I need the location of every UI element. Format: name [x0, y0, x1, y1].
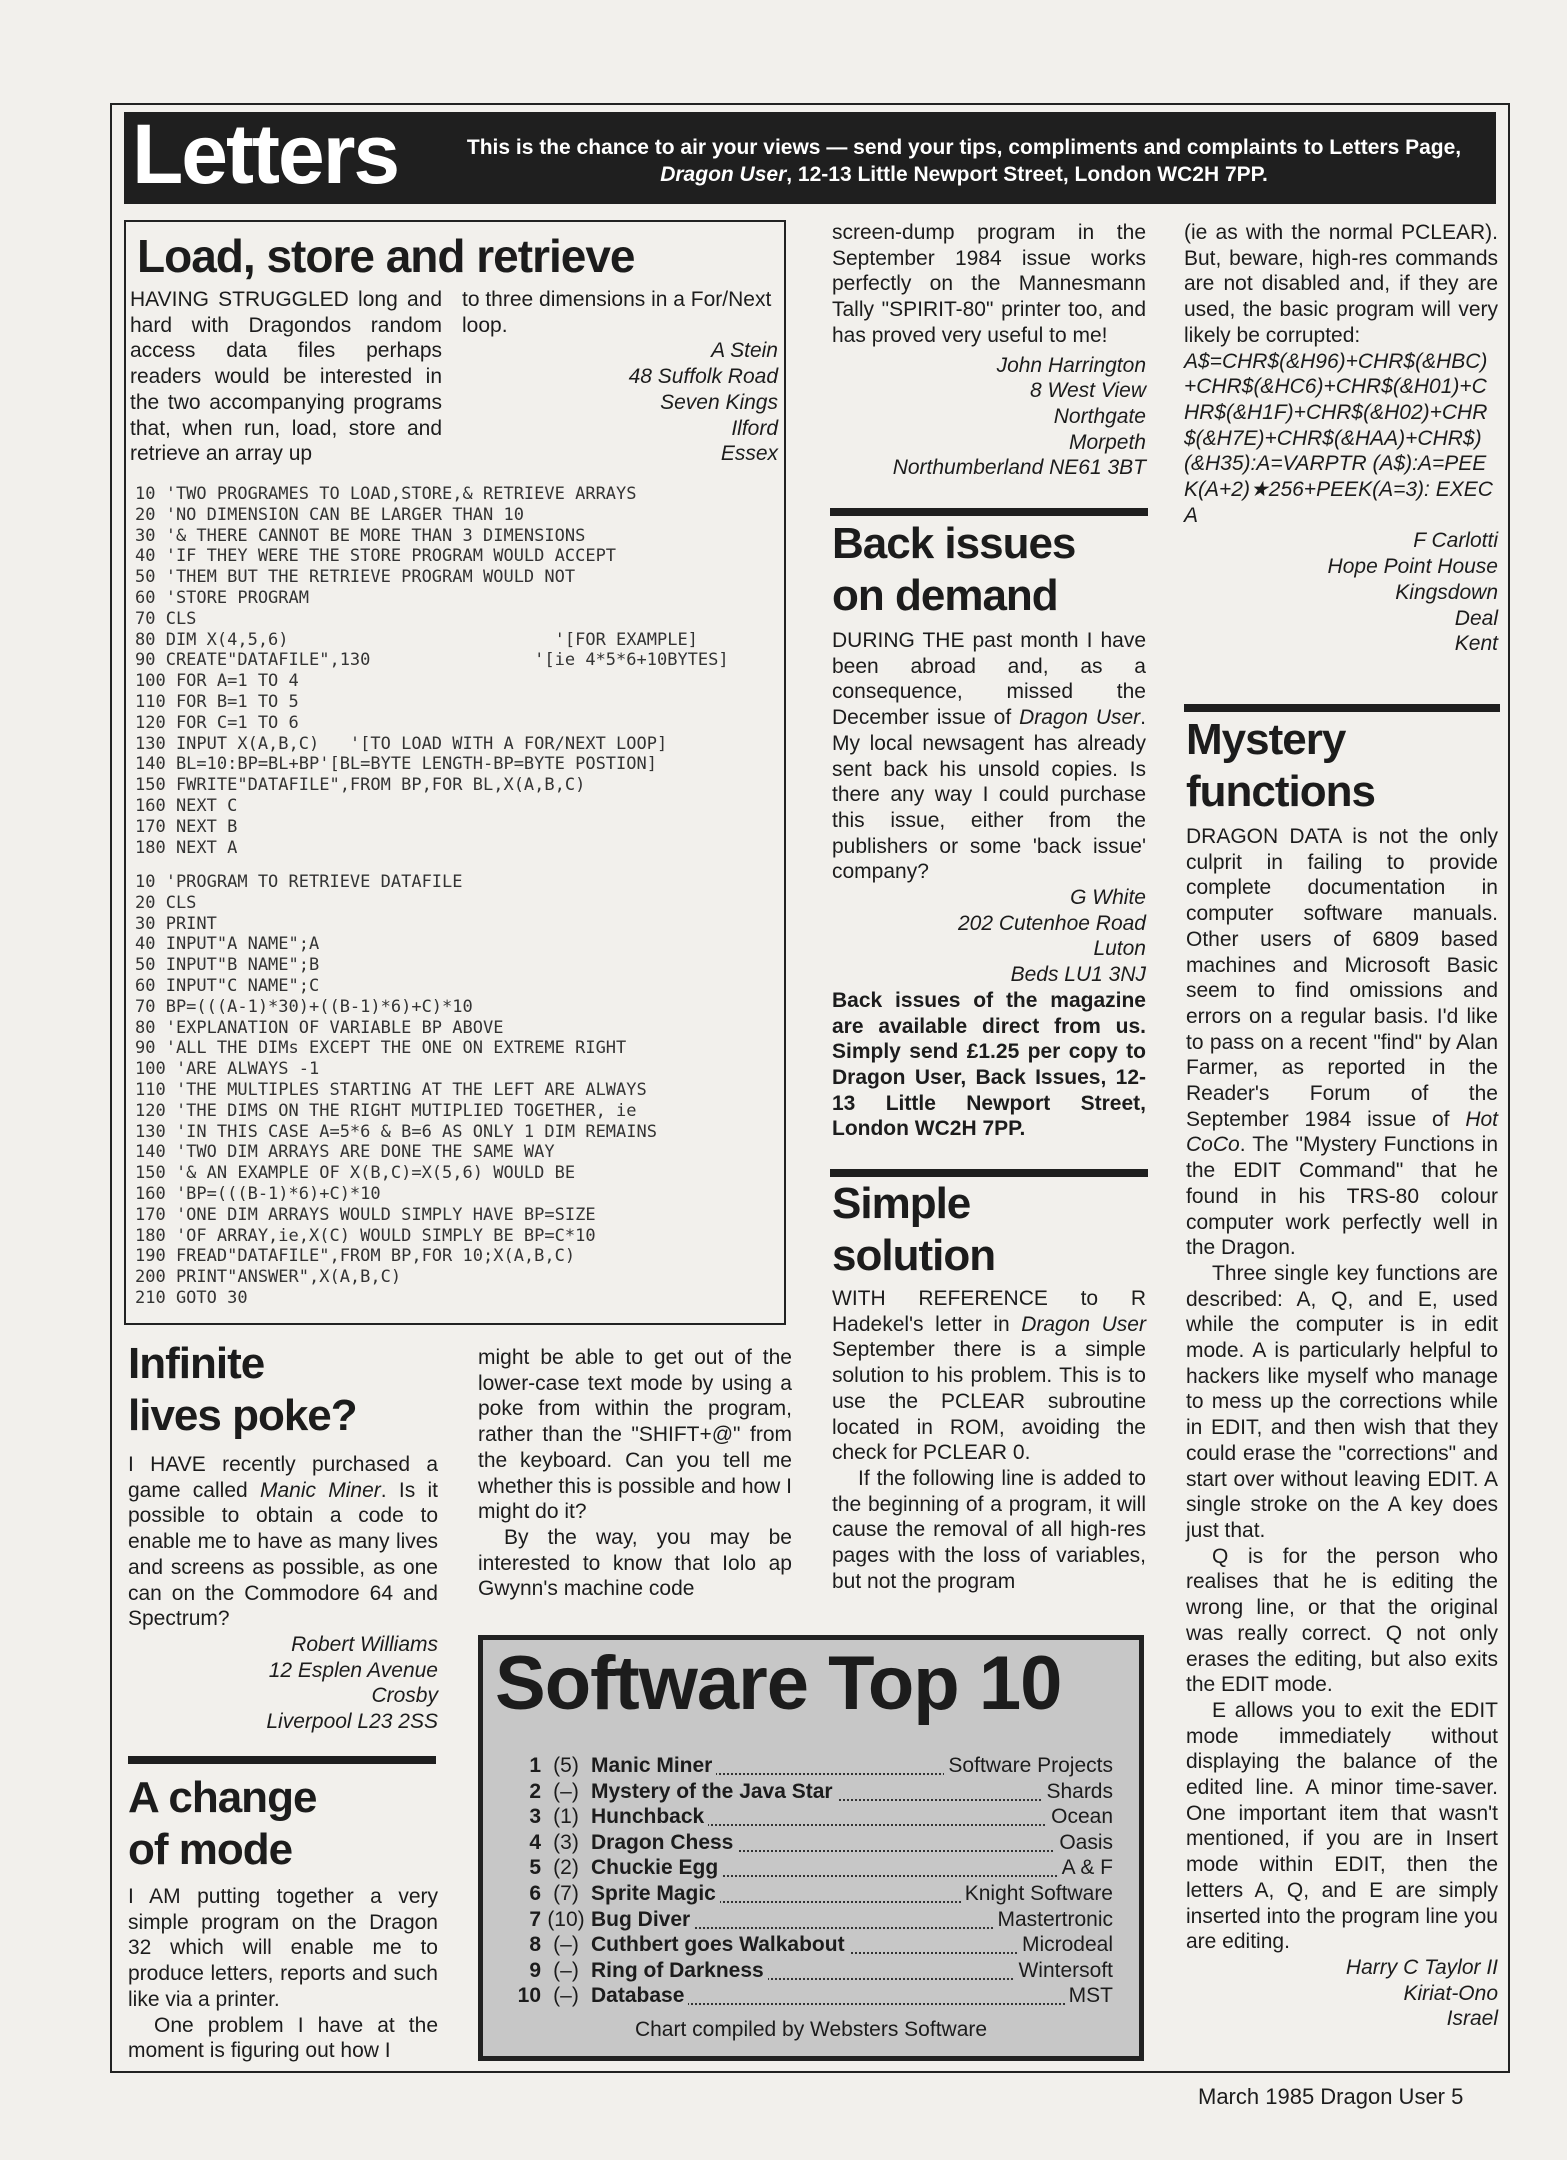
load-store-signature: A Stein 48 Suffolk Road Seven Kings Ilford Essex	[628, 339, 778, 466]
previous-rank: (–)	[553, 1933, 579, 1957]
infinite-signature: Robert Williams 12 Esplen Avenue Crosby Liverpool L23 2SS	[266, 1632, 438, 1734]
game-title: Dragon Chess	[591, 1830, 737, 1856]
publisher: Wintersoft	[1014, 1958, 1113, 1984]
taylor-signature: Harry C Taylor II Kiriat-Ono Israel	[1345, 1955, 1498, 2031]
page-title: Letters	[132, 107, 399, 201]
game-title: Chuckie Egg	[591, 1855, 722, 1881]
top10-title: Software Top 10	[495, 1641, 1062, 1726]
top10-row	[513, 1804, 1113, 1830]
load-store-body-right: to three dimensions in a For/Next loop. A Stein 48 Suffolk Road Seven Kings Ilford Essex	[462, 288, 778, 466]
publisher: A & F	[1058, 1855, 1113, 1881]
game-title: Ring of Darkness	[591, 1958, 768, 1984]
divider-rule	[1184, 704, 1500, 712]
divider-rule	[830, 508, 1148, 516]
top10-row	[513, 1932, 1113, 1958]
top10-row	[513, 1907, 1113, 1933]
publisher: Microdeal	[1018, 1932, 1113, 1958]
previous-rank: (–)	[553, 1984, 579, 2008]
previous-rank: (7)	[553, 1882, 579, 1905]
change-mode-letter-cont: might be able to get out of the lower-case text mode by using a poke from within the program, rather than the "SHIFT+@" from the keyboard. Can you tell me whether this is possible and how I might do it? By the way, you may be interested to know that Iolo ap Gwynn's machine code	[478, 1346, 793, 1601]
top10-row	[513, 1958, 1113, 1984]
top10-row	[513, 1881, 1113, 1907]
previous-rank: (5)	[553, 1754, 579, 1777]
publisher: MST	[1065, 1983, 1113, 2009]
top10-row	[513, 1753, 1113, 1779]
game-title: Bug Diver	[591, 1907, 694, 1933]
rank: 10	[517, 1984, 541, 2008]
previous-rank: (–)	[553, 1779, 579, 1803]
page-footer: March 1985 Dragon User 5	[1198, 2084, 1464, 2109]
top10-credit: Chart compiled by Websters Software	[634, 2018, 988, 2041]
change-mode-letter: A change of mode I AM putting together a very simple program on the Dragon 32 which will enable me to produce letters, reports and such like via a printer. One problem I have at the moment is figuring out how I	[128, 1773, 438, 2063]
publisher: Oasis	[1055, 1830, 1113, 1856]
rank: 1	[529, 1754, 541, 1777]
rank: 8	[529, 1933, 541, 1957]
editor-reply: Back issues of the magazine are available direct from us. Simply send £1.25 per copy to Dragon User, Back Issues, 12-13 Little Newport Street, London WC2H 7PP.	[832, 988, 1146, 1141]
rank: 7	[529, 1907, 541, 1931]
game-title: Sprite Magic	[591, 1881, 720, 1907]
game-title: Manic Miner	[591, 1753, 716, 1779]
rank: 6	[529, 1882, 541, 1905]
mystery-functions-letter: Mystery functions DRAGON DATA is not the only culprit in failing to provide complete documentation in computer software manuals. Other users of 6809 based machines and Microsoft Basic seem to find omissions and errors on a regular basis. I'd like to pass on a recent "find" by Alan Farmer, as reported in the Reader's Forum of the September 1984 issue of Hot CoCo. The "Mystery Functions in the EDIT Command" that he found in his TRS-80 colour computer work perfectly well in the Dragon. Three single key functions are described: A, Q, and E, used while the computer is in edit mode. A is particularly helpful to hackers like myself who manage to mess up the corrections while in EDIT, and then wish that they could erase the "corrections" and start over without leaving EDIT. A single stroke on the A key does just that. Q is for the person who realises that he is editing the wrong line, or that the original was really correct. Q not only erases the editing, but also exits the EDIT mode. E allows you to exit the EDIT mode immediately without displaying the balance of the edited line. A minor time-saver. One important item that wasn't mentioned, if you are in Insert mode within EDIT, then the letters A, Q, and E are simply inserted into the program line you are editing. Harry C Taylor II Kiriat-Ono Israel	[1186, 715, 1499, 2031]
load-store-body-left: HAVING STRUGGLED long and hard with Dragondos random access data files perhaps readers would be interested in the two accompanying programs that, when run, load, store and retrieve an array up	[130, 288, 442, 466]
pclear-code: A$=CHR$(&H96)+CHR$(&HBC)+CHR$(&HC6)+CHR$(&H01)+CHR$(&H1F)+CHR$(&H02)+CHR$(&H7E)+CHR$(&HAA)+CHR$) (&H35):A=VARPTR (A$):A=PEEK(A+2)★256+PEEK(A=3): EXEC A	[1184, 349, 1493, 527]
divider-rule	[128, 1756, 436, 1764]
rank: 5	[529, 1856, 541, 1880]
rank: 4	[529, 1830, 541, 1854]
top10-row	[513, 1983, 1113, 2009]
previous-rank: (–)	[553, 1958, 579, 1982]
simple-solution-letter: Simple solution WITH REFERENCE to R Hadekel's letter in Dragon User September there is a simple solution to his problem. This is to use the PCLEAR subroutine located in ROM, avoiding the check for PCLEAR 0. If the following line is added to the beginning of a program, it will cause the removal of all high-res pages with the loss of variables, but not the program	[832, 1179, 1146, 1593]
retrieve-program-listing: 10 'PROGRAM TO RETRIEVE DATAFILE 20 CLS 30 PRINT 40 INPUT"A NAME";A 50 INPUT"B NAME";B 60 INPUT"C NAME";C 70 BP=(((A-1)*30)+((B-1)*6)+C)*10 80 'EXPLANATION OF VARIABLE BP ABOVE 90 'ALL THE DIMs EXCEPT THE ONE ON EXTREME RIGHT 100 'ARE ALWAYS -1 110 'THE MULTIPLES STARTING AT THE LEFT ARE ALWAYS 120 'THE DIMS ON THE RIGHT MUTIPLIED TOGETHER, ie 130 'IN THIS CASE A=5*6 & B=6 AS ONLY 1 DIM REMAINS 140 'TWO DIM ARRAYS ARE DONE THE SAME WAY 150 '& AN EXAMPLE OF X(B,C)=X(5,6) WOULD BE 160 'BP=(((B-1)*6)+C)*10 170 'ONE DIM ARRAYS WOULD SIMPLY HAVE BP=SIZE 180 'OF ARRAY,ie,X(C) WOULD SIMPLY BE BP=C*10 190 FREAD"DATAFILE",FROM BP,FOR 10;X(A,B,C) 200 PRINT"ANSWER",X(A,B,C) 210 GOTO 30	[135, 872, 657, 1308]
software-top10-box	[478, 1635, 1144, 2061]
previous-rank: (2)	[553, 1856, 579, 1880]
previous-rank: (3)	[553, 1830, 579, 1854]
divider-rule	[830, 1169, 1148, 1177]
game-title: Mystery of the Java Star	[591, 1779, 837, 1805]
store-program-listing: 10 'TWO PROGRAMES TO LOAD,STORE,& RETRIEVE ARRAYS 20 'NO DIMENSION CAN BE LARGER THAN 10 30 '& THERE CANNOT BE MORE THAN 3 DIMENSIONS 40 'IF THEY WERE THE STORE PROGRAM WOULD ACCEPT 50 'THEM BUT THE RETRIEVE PROGRAM WOULD NOT 60 'STORE PROGRAM 70 CLS 80 DIM X(4,5,6) '[FOR EXAMPLE] 90 CREATE"DATAFILE",130 '[ie 4*5*6+10BYTES] 100 FOR A=1 TO 4 110 FOR B=1 TO 5 120 FOR C=1 TO 6 130 INPUT X(A,B,C) '[TO LOAD WITH A FOR/NEXT LOOP] 140 BL=10:BP=BL+BP'[BL=BYTE LENGTH-BP=BYTE POSTION] 150 FWRITE"DATAFILE",FROM BP,FOR BL,X(A,B,C) 160 NEXT C 170 NEXT B 180 NEXT A	[135, 484, 729, 858]
top10-row	[513, 1855, 1113, 1881]
white-signature: G White 202 Cutenhoe Road Luton Beds LU1 3NJ	[958, 886, 1146, 987]
banner-intro: This is the chance to air your views — send your tips, compliments and complaints to Letters Page, Dragon User, 12-13 Little Newport Street, London WC2H 7PP.	[466, 136, 1462, 186]
top10-row	[513, 1779, 1113, 1805]
previous-rank: (1)	[553, 1805, 579, 1829]
game-title: Database	[591, 1983, 688, 2009]
rank: 2	[529, 1779, 541, 1803]
rank: 9	[529, 1958, 541, 1982]
col3-top-letter: screen-dump program in the September 1984 issue works perfectly on the Mannesmann Tally "SPIRIT-80" printer too, and has proved very useful to me! John Harrington 8 West View Northgate Morpeth Northumberland NE61 3BT	[832, 221, 1146, 480]
load-store-heading: Load, store and retrieve	[137, 230, 635, 282]
publisher: Knight Software	[961, 1881, 1113, 1907]
harrington-signature: John Harrington 8 West View Northgate Morpeth Northumberland NE61 3BT	[892, 353, 1146, 480]
infinite-lives-letter: Infinite lives poke? I HAVE recently purchased a game called Manic Miner. Is it possible to obtain a code to enable me to have as many lives and screens as possible, as one can on the Commodore 64 and Spectrum? Robert Williams 12 Esplen Avenue Crosby Liverpool L23 2SS	[128, 1339, 439, 1734]
publisher: Mastertronic	[993, 1907, 1113, 1933]
publisher: Shards	[1042, 1779, 1113, 1805]
top10-row	[513, 1830, 1113, 1856]
letters-banner	[124, 107, 1496, 204]
game-title: Hunchback	[591, 1804, 708, 1830]
game-title: Cuthbert goes Walkabout	[591, 1932, 849, 1958]
carlotti-signature: F Carlotti Hope Point House Kingsdown Deal Kent	[1327, 529, 1498, 656]
previous-rank: (10)	[547, 1907, 585, 1931]
col4-top-letter: (ie as with the normal PCLEAR). But, beware, high-res commands are not disabled and, if they are used, the basic program will very likely be corrupted: A$=CHR$(&H96)+CHR$(&HBC)+CHR$(&HC6)+CHR$(&H01)+CHR$(&H1F)+CHR$(&H02)+CHR$(&H7E)+CHR$(&HAA)+CHR$) (&H35):A=VARPTR (A$):A=PEEK(A+2)★256+PEEK(A=3): EXEC A F Carlotti Hope Point House Kingsdown Deal Kent	[1184, 221, 1498, 656]
rank: 3	[529, 1805, 541, 1829]
publisher: Software Projects	[944, 1753, 1113, 1779]
back-issues-letter: Back issues on demand DURING THE past month I have been abroad and, as a consequence, missed the December issue of Dragon User. My local newsagent has already sent back his unsold copies. Is there any way I could purchase this issue, either from the publishers or some 'back issue' company? G White 202 Cutenhoe Road Luton Beds LU1 3NJ Back issues of the magazine are available direct from us. Simply send £1.25 per copy to Dragon User, Back Issues, 12-13 Little Newport Street, London WC2H 7PP.	[832, 519, 1146, 1141]
publisher: Ocean	[1047, 1804, 1113, 1830]
